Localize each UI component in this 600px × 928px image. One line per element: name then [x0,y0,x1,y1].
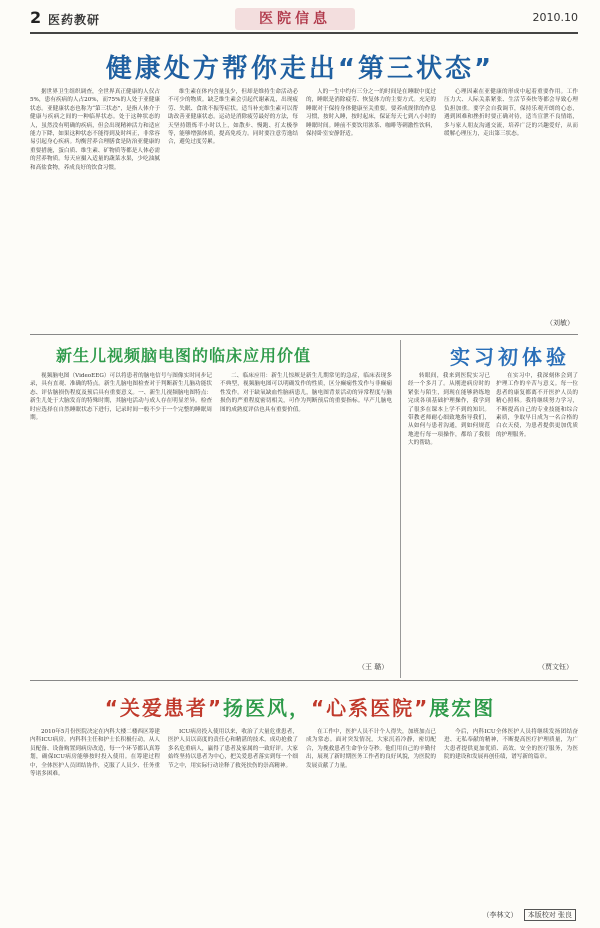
article4-title-part1: “关爱患者” [104,696,223,720]
article4-column-4 [444,728,578,900]
article3-author: （贾文钰） [538,663,573,671]
page-number: 2 [30,8,42,27]
page-header [30,8,578,34]
article2-col1-text: 视频脑电图（VideoEEG）可以将患者的脑电信号与图像实时同步记录，具有直观、准确的特点。新生儿脑电图检查对于判断新生儿脑功能状态、评估脑损伤程度及预后具有重要意义。一、新生儿视频脑电图特点：新生儿处于大脑发育的特殊时期，其脑电活动与成人存在明显差异。检查时应选择在自然睡眠状态下进行，记录时间一般不少于一个完整的睡眠周期。 [30,373,212,422]
article4-col4-text: 今后，内科ICU全体医护人员将继续发扬团结奋进、无私奉献的精神，不断提高医疗护理质量，为广大患者提供更加优质、高效、安全的医疗服务，为医院的建设和发展再创佳绩，谱写新的篇章。 [444,729,578,761]
article1-col3-text: 人的一生中约有三分之一的时间是在睡眠中度过的，睡眠是消除疲劳、恢复体力的主要方式。充足的睡眠对于保持身体健康至关重要。要养成规律的作息习惯，按时入睡，按时起床，保证每天七到八小时的睡眠时间。睡前不要饮用浓茶、咖啡等刺激性饮料，保持卧室安静舒适。 [306,89,436,138]
article4-col1-text: 2010年5月份医院决定在内科大楼二楼西区筹建内科ICU病房。内科科主任和护士长积极行动，从人员配备、设备购置到病房改造，每一个环节都认真筹划，确保ICU病房能够按时投入使用。在筹建过程中，全体医护人员团结协作，克服了人员少、任务重等诸多困难。 [30,729,160,778]
article1-col1-text: 据世界卫生组织调查，全世界真正健康的人仅占5%，患有疾病的人占20%，而75%的人处于亚健康状态。亚健康状态也称为“第三状态”，是指人体介于健康与疾病之间的一种临界状态。处于这种状态的人，虽然没有明确的疾病，但会出现精神活力和适应能力下降，如果这种状态不能得到及时纠正，非常容易引起身心疾病。均衡营养合理膳食是防治亚健康的重要措施，蛋白质、维生素、矿物质等都是人体必需的营养物质。每天应摄入适量的蔬菜水果，少吃油腻和高盐食物，养成良好的饮食习惯。 [30,89,160,171]
article1-author: （刘敏） [546,319,574,327]
article4-title [60,692,540,721]
article1-col4-text: 心理因素在亚健康的形成中起着重要作用。工作压力大、人际关系紧张、生活节奏快等都会导致心理负担加重。要学会自我调节，保持乐观开朗的心态，遇到困难和挫折时要正确对待，适当宣泄不良情绪，多与家人朋友沟通交流，培养广泛的兴趣爱好，从而缓解心理压力，走出第三状态。 [444,89,578,138]
article1-col2-text: 维生素在体内含量虽少，但却是维持生命活动必不可少的物质。缺乏维生素会引起代谢紊乱，出现疲劳、失眠、食欲不振等症状。适当补充维生素可以帮助改善亚健康状态。运动是消除疲劳最好的方法，每天坚持锻炼半小时以上，如散步、慢跑、打太极拳等，能够增强体质，提高免疫力。同时要注意劳逸结合，避免过度劳累。 [168,89,298,146]
divider-2 [30,680,578,681]
article3-col2-text: 在实习中，我深刻体会到了护理工作的辛苦与意义。每一位患者的康复都离不开医护人员的精心照料。我将继续努力学习，不断提高自己的专业技能和综合素质，争取早日成为一名合格的白衣天使，为患者提供更加优质的护理服务。 [496,373,578,438]
editor-name: 张良 [558,911,572,919]
editor-box [524,909,576,921]
article3-col1-text: 转眼间，我来到医院实习已经一个多月了。从刚进病房时的紧张与陌生，到现在能够熟练地完成各项基础护理操作，我学到了很多在课本上学不到的知识。带教老师耐心细致地指导我们，从如何与患者沟通，到如何规范地进行每一项操作，都给了我很大的帮助。 [408,373,490,447]
article1-title: 健康处方帮你走出“第三状态” [105,54,495,84]
article4-title-part4: 展宏图 [429,696,496,720]
article2-column-2 [220,372,392,657]
article4-col2-text: ICU病房投入使用以来，收治了大量危重患者，医护人员以高度的责任心和精湛的技术，成功抢救了多名危重病人，赢得了患者及家属的一致好评。大家始终坚持以患者为中心，把关爱患者落实到每一个细节之中，用实际行动诠释了救死扶伤的崇高精神。 [168,729,298,769]
editor-label: 本版校对 [527,911,556,919]
article4-column-1 [30,728,160,900]
article4-title-part2: 扬医风， [223,696,311,720]
header-rule [30,32,578,34]
article4-column-3 [306,728,436,900]
article1-column-1 [30,88,160,328]
article1-column-3 [306,88,436,328]
issue-date: 2010.10 [532,11,578,24]
section-name: 医药教研 [48,13,101,27]
article2-author: （王 璐） [358,663,389,671]
article1-column-2 [168,88,298,328]
article4-col3-text: 在工作中，医护人员不计个人得失，加班加点已成为常态。面对突发情况，大家沉着冷静，密切配合，为挽救患者生命争分夺秒。他们用自己的辛勤付出，展现了新时期医务工作者的良好风貌，为医院的发展贡献了力量。 [306,729,436,769]
masthead-logo: 医院信息 [235,8,355,30]
article2-column-1 [30,372,212,672]
article3-column-2 [496,372,578,657]
page-footer [483,910,576,920]
article4-column-2 [168,728,298,900]
article4-title-part3: “心系医院” [311,696,430,720]
column-divider [400,340,401,678]
article3-column-1 [408,372,490,672]
article4-author: （李林文） [482,911,518,919]
article3-title: 实习初体验 [450,345,570,369]
article2-col2-text: 二、临床应用：新生儿惊厥是新生儿期常见的急症，临床表现多不典型，视频脑电图可以明确发作的性质，区分癫痫性发作与非癫痫性发作。对于缺氧缺血性脑病患儿，脑电图背景活动的异常程度与脑损伤的严重程度密切相关，可作为判断预后的重要指标。早产儿脑电图的成熟度评估也具有重要价值。 [220,373,392,413]
article1-column-4 [444,88,578,314]
divider-1 [30,334,578,335]
article2-title: 新生儿视频脑电图的临床应用价值 [56,346,312,365]
